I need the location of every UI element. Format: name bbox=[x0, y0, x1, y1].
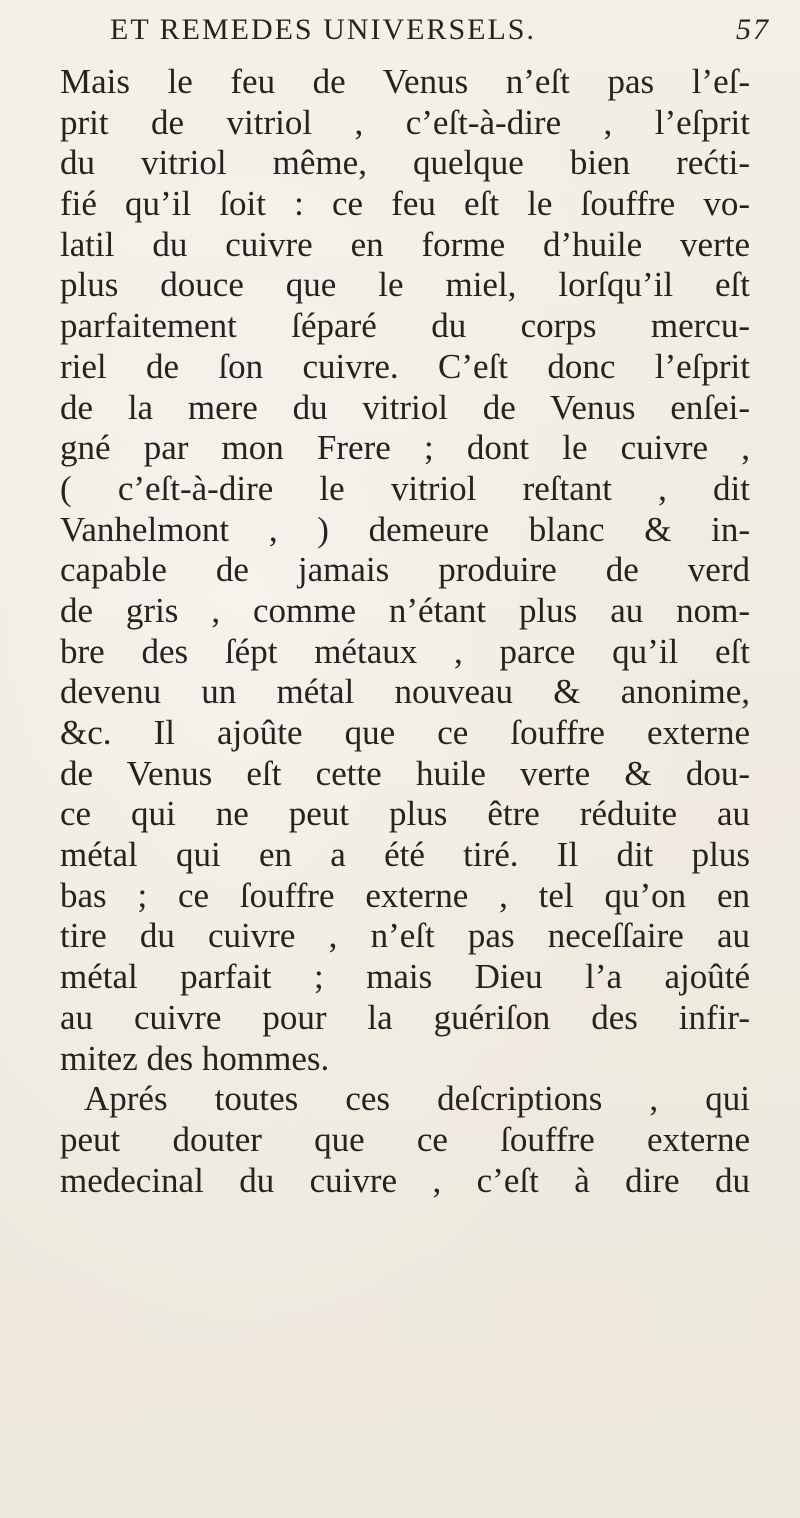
text-line: bas ; ce ſouffre externe , tel qu’on en bbox=[60, 875, 750, 915]
text-line: Aprés toutes ces deſcriptions , qui bbox=[84, 1079, 750, 1119]
text-line: du vitriol même, quelque bien rećti- bbox=[60, 143, 750, 183]
running-head-title: ET REMEDES UNIVERSELS. bbox=[110, 13, 536, 46]
text-line: Vanhelmont , ) demeure blanc & in- bbox=[60, 509, 750, 549]
text-line: mitez des hommes. bbox=[60, 1038, 330, 1078]
text-line: de la mere du vitriol de Venus enſei- bbox=[60, 387, 750, 427]
text-line: ( c’eſt-à-dire le vitriol reſtant , dit bbox=[60, 468, 750, 508]
text-line: gné par mon Frere ; dont le cuivre , bbox=[60, 428, 750, 468]
text-line: &c. Il ajoûte que ce ſouffre externe bbox=[60, 713, 750, 752]
text-line: de gris , comme n’étant plus au nom- bbox=[60, 590, 750, 630]
text-line: Mais le feu de Venus n’eſt pas l’eſ- bbox=[60, 62, 750, 101]
body-text bbox=[60, 62, 750, 1201]
text-line: métal qui en a été tiré. Il dit plus bbox=[60, 835, 750, 875]
text-line: prit de vitriol , c’eſt-à-dire , l’eſprit bbox=[60, 102, 750, 142]
text-line: fié qu’il ſoit : ce feu eſt le ſouffre vo- bbox=[60, 184, 750, 224]
text-line: métal parfait ; mais Dieu l’a ajoûté bbox=[60, 957, 750, 997]
text-line: de Venus eſt cette huile verte & dou- bbox=[60, 753, 750, 793]
running-head bbox=[110, 0, 770, 60]
text-line: peut douter que ce ſouffre externe bbox=[60, 1119, 750, 1159]
text-line: medecinal du cuivre , c’eſt à dire du bbox=[60, 1160, 750, 1200]
text-line: au cuivre pour la guériſon des infir- bbox=[60, 997, 750, 1037]
text-line: bre des ſépt métaux , parce qu’il eſt bbox=[60, 631, 750, 671]
page-number: 57 bbox=[736, 13, 770, 46]
text-line: capable de jamais produire de verd bbox=[60, 550, 750, 590]
text-line: parfaitement ſéparé du corps mercu- bbox=[60, 306, 750, 346]
text-line: latil du cuivre en forme d’huile verte bbox=[60, 224, 750, 264]
text-line: tire du cuivre , n’eſt pas neceſſaire au bbox=[60, 916, 750, 956]
text-line: ce qui ne peut plus être réduite au bbox=[60, 794, 750, 834]
text-line: plus douce que le miel, lorſqu’il eſt bbox=[60, 265, 750, 305]
text-line: riel de ſon cuivre. C’eſt donc l’eſprit bbox=[60, 346, 750, 386]
text-line: devenu un métal nouveau & anonime, bbox=[60, 672, 750, 712]
